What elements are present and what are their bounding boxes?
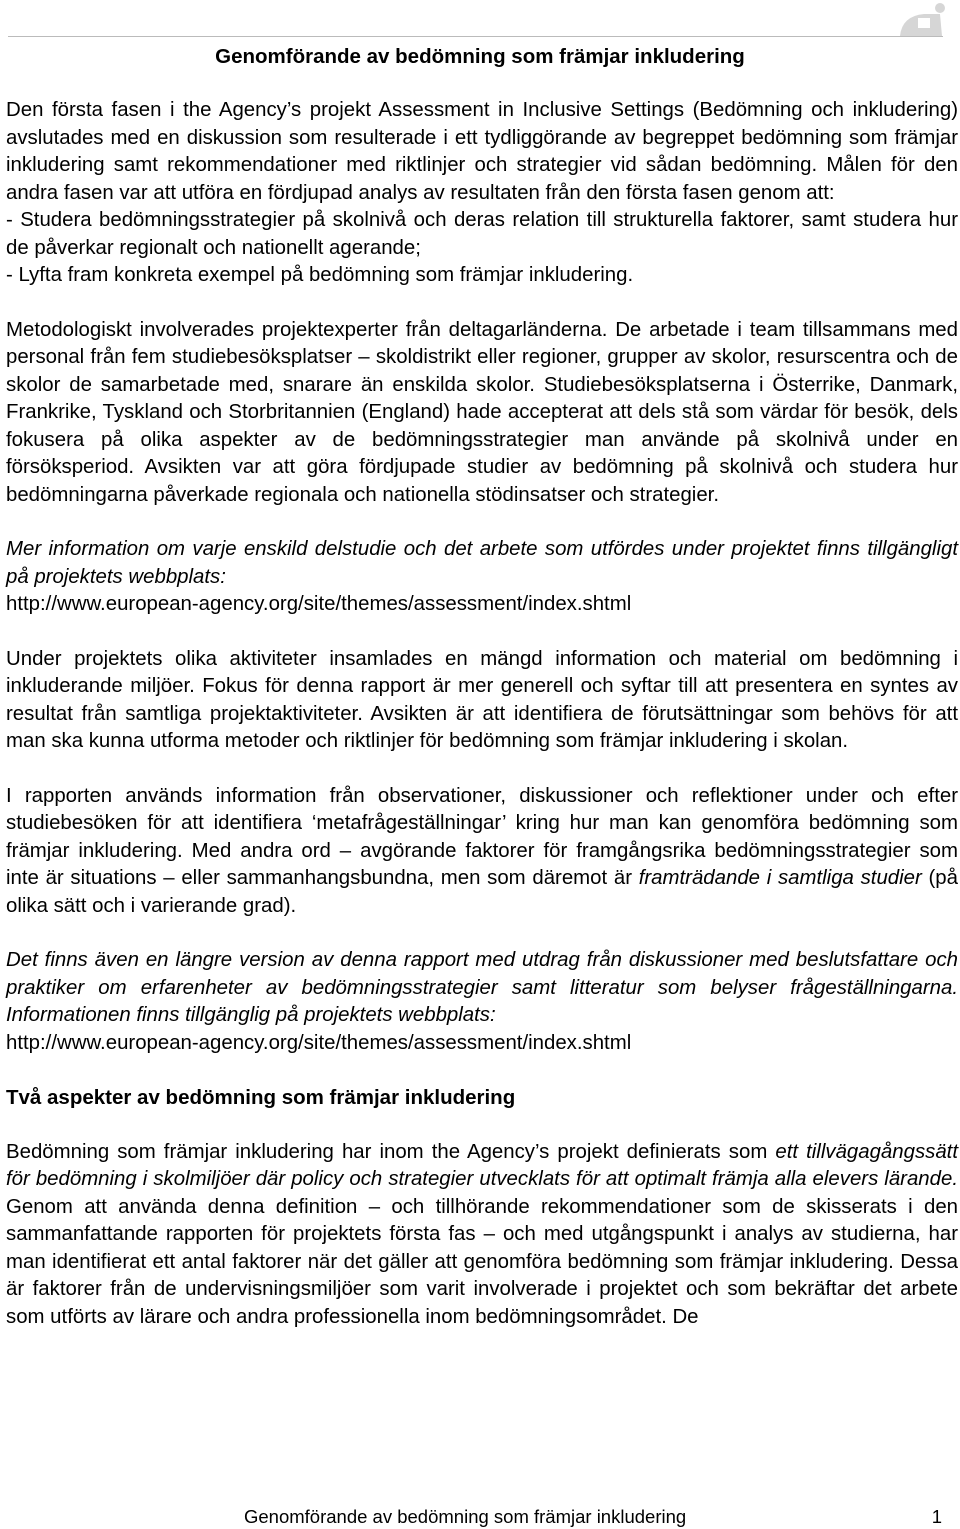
footer-title: Genomförande av bedömning som främjar inkludering	[244, 1506, 687, 1527]
list-item-strategies: - Studera bedömningsstrategier på skolnivå och deras relation till strukturella faktorer, samt studera hur de påverkar regionalt och nationellt agerande;	[6, 209, 958, 259]
agency-logo-icon	[890, 2, 952, 36]
page-title: Genomförande av bedömning som främjar inkludering	[215, 45, 745, 68]
header-rule	[8, 36, 943, 37]
page-number: 1	[931, 1506, 942, 1527]
paragraph-more-info	[6, 536, 958, 619]
more-info-text: Mer information om varje enskild delstudie och det arbete som utfördes under projektet finns tillgängligt på projektets webbplats:	[6, 538, 958, 588]
paragraph-intro	[6, 97, 958, 290]
document-body	[6, 97, 958, 1331]
page-footer	[0, 1504, 942, 1529]
report-text-b: (på olika sätt och i varierande grad).	[6, 867, 958, 917]
section-heading: Två aspekter av bedömning som främjar inkludering	[6, 1086, 516, 1109]
definition-emphasis: ett tillvägagångssätt för bedömning i skolmiljöer där policy och strategier utvecklats för att optimalt främja alla elevers lärande.	[6, 1140, 959, 1190]
long-version-text: Det finns även en längre version av denna rapport med utdrag från diskussioner med beslutsfattare och praktiker om erfarenheter av bedömningsstrategier samt litteratur som belyser frågeställningarna. Informationen finns tillgänglig på projektets webbplats:	[6, 949, 958, 1026]
paragraph-long-version	[6, 947, 958, 1057]
paragraph-intro-text: Den första fasen i the Agency’s projekt Assessment in Inclusive Settings (Bedömning och inkludering) avslutades med en diskussion som resulterade i ett tydliggörande av begreppet bedömning som främjar inkludering samt rekommendationer med riktlinjer och strategier vid sådan bedömning. Målen för den andra fasen var att utföra en fördjupad analys av resultaten från den första fasen genom att:	[6, 99, 958, 204]
definition-text-b: Genom att använda denna definition – och tillhörande rekommendationer som de skisserats i den sammanfattande rapporten för projektets första fas – och med utgångspunkt i analys av studierna, har man identifierat ett antal faktorer när det gäller att genomföra bedömning som främjar inkludering. Dessa är faktorer från de undervisningsmiljöer som varit involverade i projektet och som bekräftar det arbete som utförts av lärare och andra professionella inom bedömningsområdet. De	[6, 1195, 958, 1328]
paragraph-activities: Under projektets olika aktiviteter insamlades en mängd information och material om bedömning i inkluderande miljöer. Fokus för denna rapport är mer generell och syftar till att presentera en syntes av resultat från samtliga projektaktiviteter. Avsikten är att identifiera de förutsättningar som behövs för att man ska kunna utforma metoder och riktlinjer för bedömning som främjar inkludering i skolan.	[6, 647, 958, 752]
paragraph-definition	[6, 1139, 958, 1332]
report-text-emphasis: framträdande i samtliga studier	[638, 867, 922, 889]
list-item-examples: - Lyfta fram konkreta exempel på bedömning som främjar inkludering.	[6, 264, 634, 286]
paragraph-methodology: Metodologiskt involverades projektexperter från deltagarländerna. De arbetade i team tillsammans med personal från fem studiebesöksplatser – skoldistrikt eller regioner, grupper av skolor, resurscentra och de skolor de samarbetade med, snarare än enskilda skolor. Studiebesöksplatserna i Österrike, Danmark, Frankrike, Tyskland och Storbritannien (England) hade accepterat att dels stå som värdar för besök, dels fokusera på olika aspekter av de bedömningsstrategier man använde på skolnivå under en försöksperiod. Avsikten var att göra fördjupade studier av bedömning på skolnivå och studera hur bedömningarna påverkade regionala och nationella stödinsatser och strategier.	[6, 318, 958, 506]
long-version-link[interactable]: http://www.european-agency.org/site/themes/assessment/index.shtml	[6, 1031, 632, 1054]
report-text-a: I rapporten används information från observationer, diskussioner och reflektioner under och efter studiebesöken för att identifiera ‘metafrågeställningar’ kring hur man kan genomföra bedömning som främjar inkludering. Med andra ord – avgörande faktorer för framgångsrika bedömningsstrategier som inte är situations – eller sammanhangsbundna, men som däremot är	[6, 784, 958, 889]
paragraph-report	[6, 783, 958, 921]
project-website-link[interactable]: http://www.european-agency.org/site/themes/assessment/index.shtml	[6, 593, 632, 615]
definition-text-a: Bedömning som främjar inkludering har inom the Agency’s projekt definierats som	[6, 1140, 768, 1163]
